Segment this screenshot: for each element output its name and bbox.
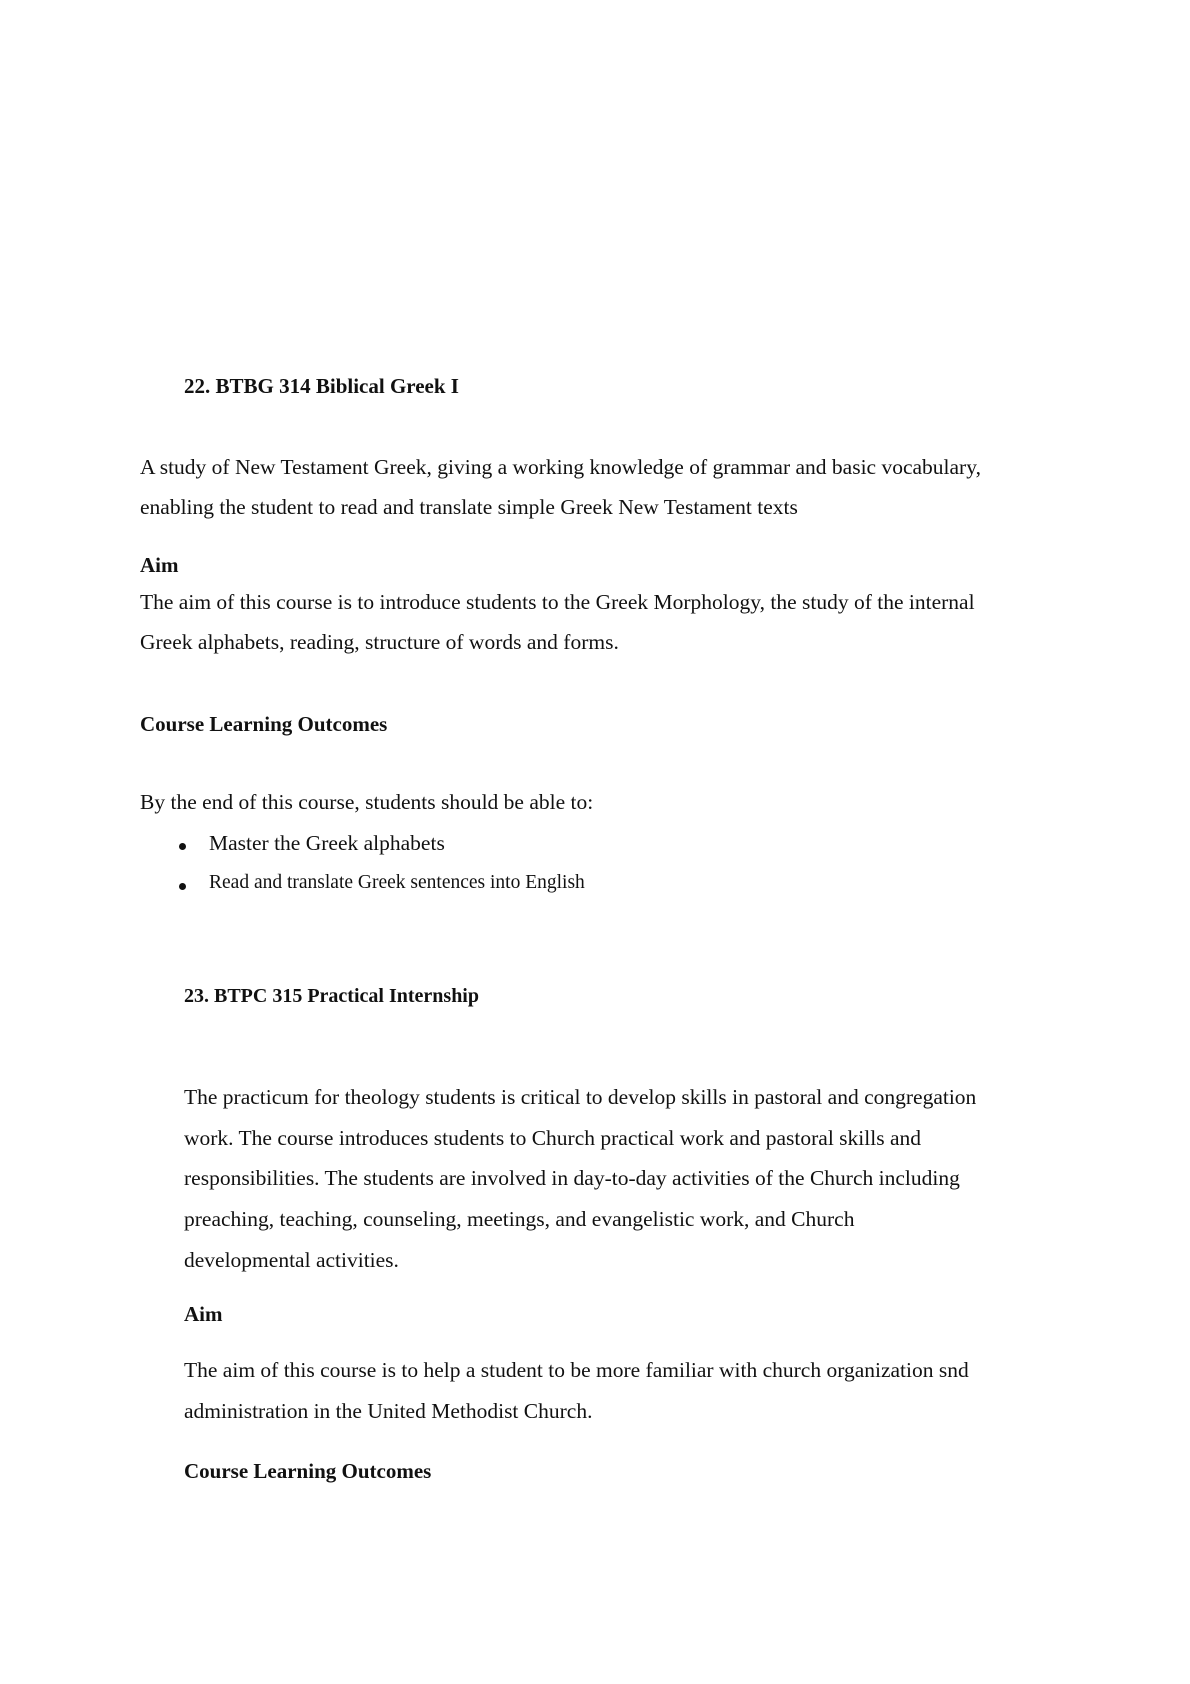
course-description-line: developmental activities. — [184, 1248, 399, 1272]
aim-text-line: The aim of this course is to introduce students to the Greek Morphology, the study of the internal — [140, 590, 975, 614]
aim-label: Aim — [184, 1302, 223, 1326]
course-description-line: work. The course introduces students to Church practical work and pastoral skills and — [184, 1126, 921, 1150]
outcomes-label: Course Learning Outcomes — [184, 1459, 432, 1483]
list-item-text: Read and translate Greek sentences into English — [209, 872, 585, 893]
aim-text-line: administration in the United Methodist Church. — [184, 1399, 593, 1423]
aim-label: Aim — [140, 553, 179, 577]
aim-text-line: The aim of this course is to help a student to be more familiar with church organization snd — [184, 1358, 969, 1382]
course-description-line: preaching, teaching, counseling, meetings, and evangelistic work, and Church — [184, 1207, 855, 1231]
outcomes-label: Course Learning Outcomes — [140, 712, 388, 736]
bullet-icon — [179, 843, 186, 850]
aim-text-line: Greek alphabets, reading, structure of words and forms. — [140, 630, 619, 654]
course-description-line: The practicum for theology students is critical to develop skills in pastoral and congregation — [184, 1085, 977, 1109]
bullet-icon — [179, 883, 186, 890]
section-heading-btbg-314: 22. BTBG 314 Biblical Greek I — [184, 374, 459, 398]
list-item-text: Master the Greek alphabets — [209, 831, 445, 855]
course-description-line: responsibilities. The students are involved in day-to-day activities of the Church including — [184, 1166, 960, 1190]
section-heading-btpc-315: 23. BTPC 315 Practical Internship — [184, 985, 479, 1007]
course-description-line: A study of New Testament Greek, giving a working knowledge of grammar and basic vocabulary, — [140, 455, 981, 479]
outcomes-intro: By the end of this course, students should be able to: — [140, 790, 594, 814]
course-description-line: enabling the student to read and translate simple Greek New Testament texts — [140, 495, 798, 519]
